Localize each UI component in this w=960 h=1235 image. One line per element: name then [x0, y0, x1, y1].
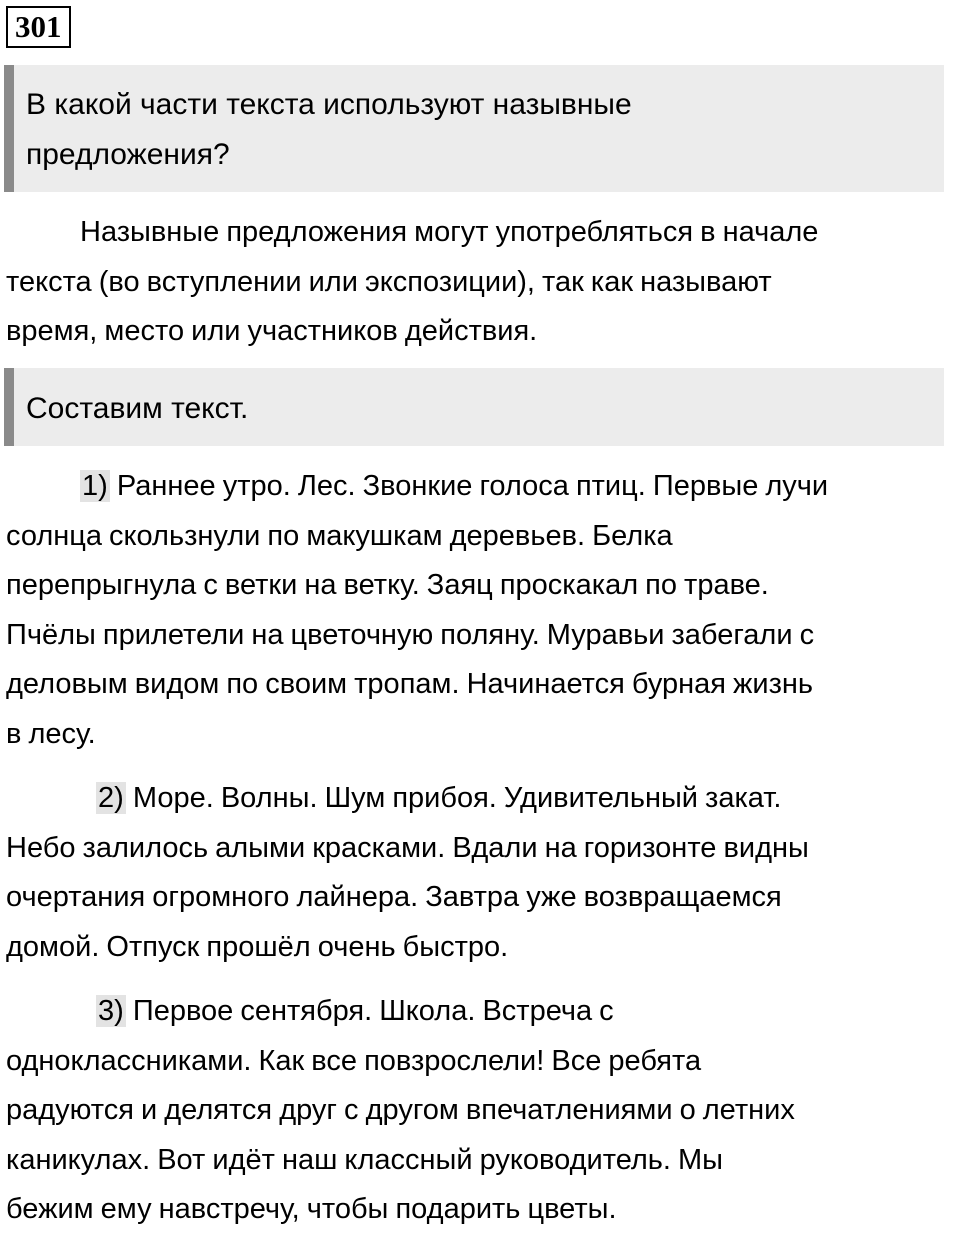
answer-line: Назывные предложения могут употребляться в начале: [80, 216, 819, 248]
paragraph-line: каникулах. Вот идёт наш классный руководитель. Мы: [6, 1143, 724, 1176]
paragraph-line: Море. Волны. Шум прибоя. Удивительный закат.: [132, 782, 782, 814]
paragraph-line: одноклассниками. Как все повзрослели! Все ребята: [6, 1044, 702, 1077]
text-paragraph-3: [6, 987, 956, 1235]
question-2-line: Составим текст.: [26, 392, 249, 425]
paragraph-line: бежим ему навстречу, чтобы подарить цветы.: [6, 1193, 617, 1225]
question-1-line: предложения?: [26, 138, 230, 171]
paragraph-line: в лесу.: [6, 717, 96, 750]
question-block-2: [4, 368, 944, 446]
text-paragraph-2: [6, 774, 956, 972]
paragraph-line: домой. Отпуск прошёл очень быстро.: [6, 930, 509, 963]
item-number-marker: 2): [98, 782, 124, 814]
item-number-marker: 3): [98, 995, 124, 1027]
paragraph-line: очертания огромного лайнера. Завтра уже возвращаемся: [6, 881, 782, 913]
paragraph-line: солнца скользнули по макушкам деревьев. Белка: [6, 519, 673, 552]
answer-line: текста (во вступлении или экспозиции), так как называют: [6, 265, 772, 298]
paragraph-first-line: [6, 774, 956, 824]
paragraph-line: перепрыгнула с ветки на ветку. Заяц проскакал по траве.: [6, 569, 769, 601]
paragraph-line: Первое сентября. Школа. Встреча с: [132, 995, 614, 1027]
paragraph-line: Пчёлы прилетели на цветочную поляну. Муравьи забегали с: [6, 618, 815, 651]
paragraph-line: Небо залилось алыми красками. Вдали на горизонте видны: [6, 831, 809, 864]
paragraph-first-line: [6, 462, 956, 512]
paragraph-line: Раннее утро. Лес. Звонкие голоса птиц. Первые лучи: [116, 470, 829, 502]
answer-line: время, место или участников действия.: [6, 315, 538, 347]
answer-paragraph: [6, 208, 956, 357]
text-paragraph-1: [6, 462, 956, 759]
task-number: 301: [6, 6, 71, 48]
paragraph-first-line: [6, 987, 956, 1037]
question-block-1: [4, 65, 944, 192]
question-1-line: В какой части текста используют назывные: [26, 88, 632, 121]
paragraph-line: деловым видом по своим тропам. Начинается бурная жизнь: [6, 668, 814, 700]
item-number-marker: 1): [82, 470, 108, 502]
paragraph-line: радуются и делятся друг с другом впечатлениями о летних: [6, 1094, 795, 1126]
